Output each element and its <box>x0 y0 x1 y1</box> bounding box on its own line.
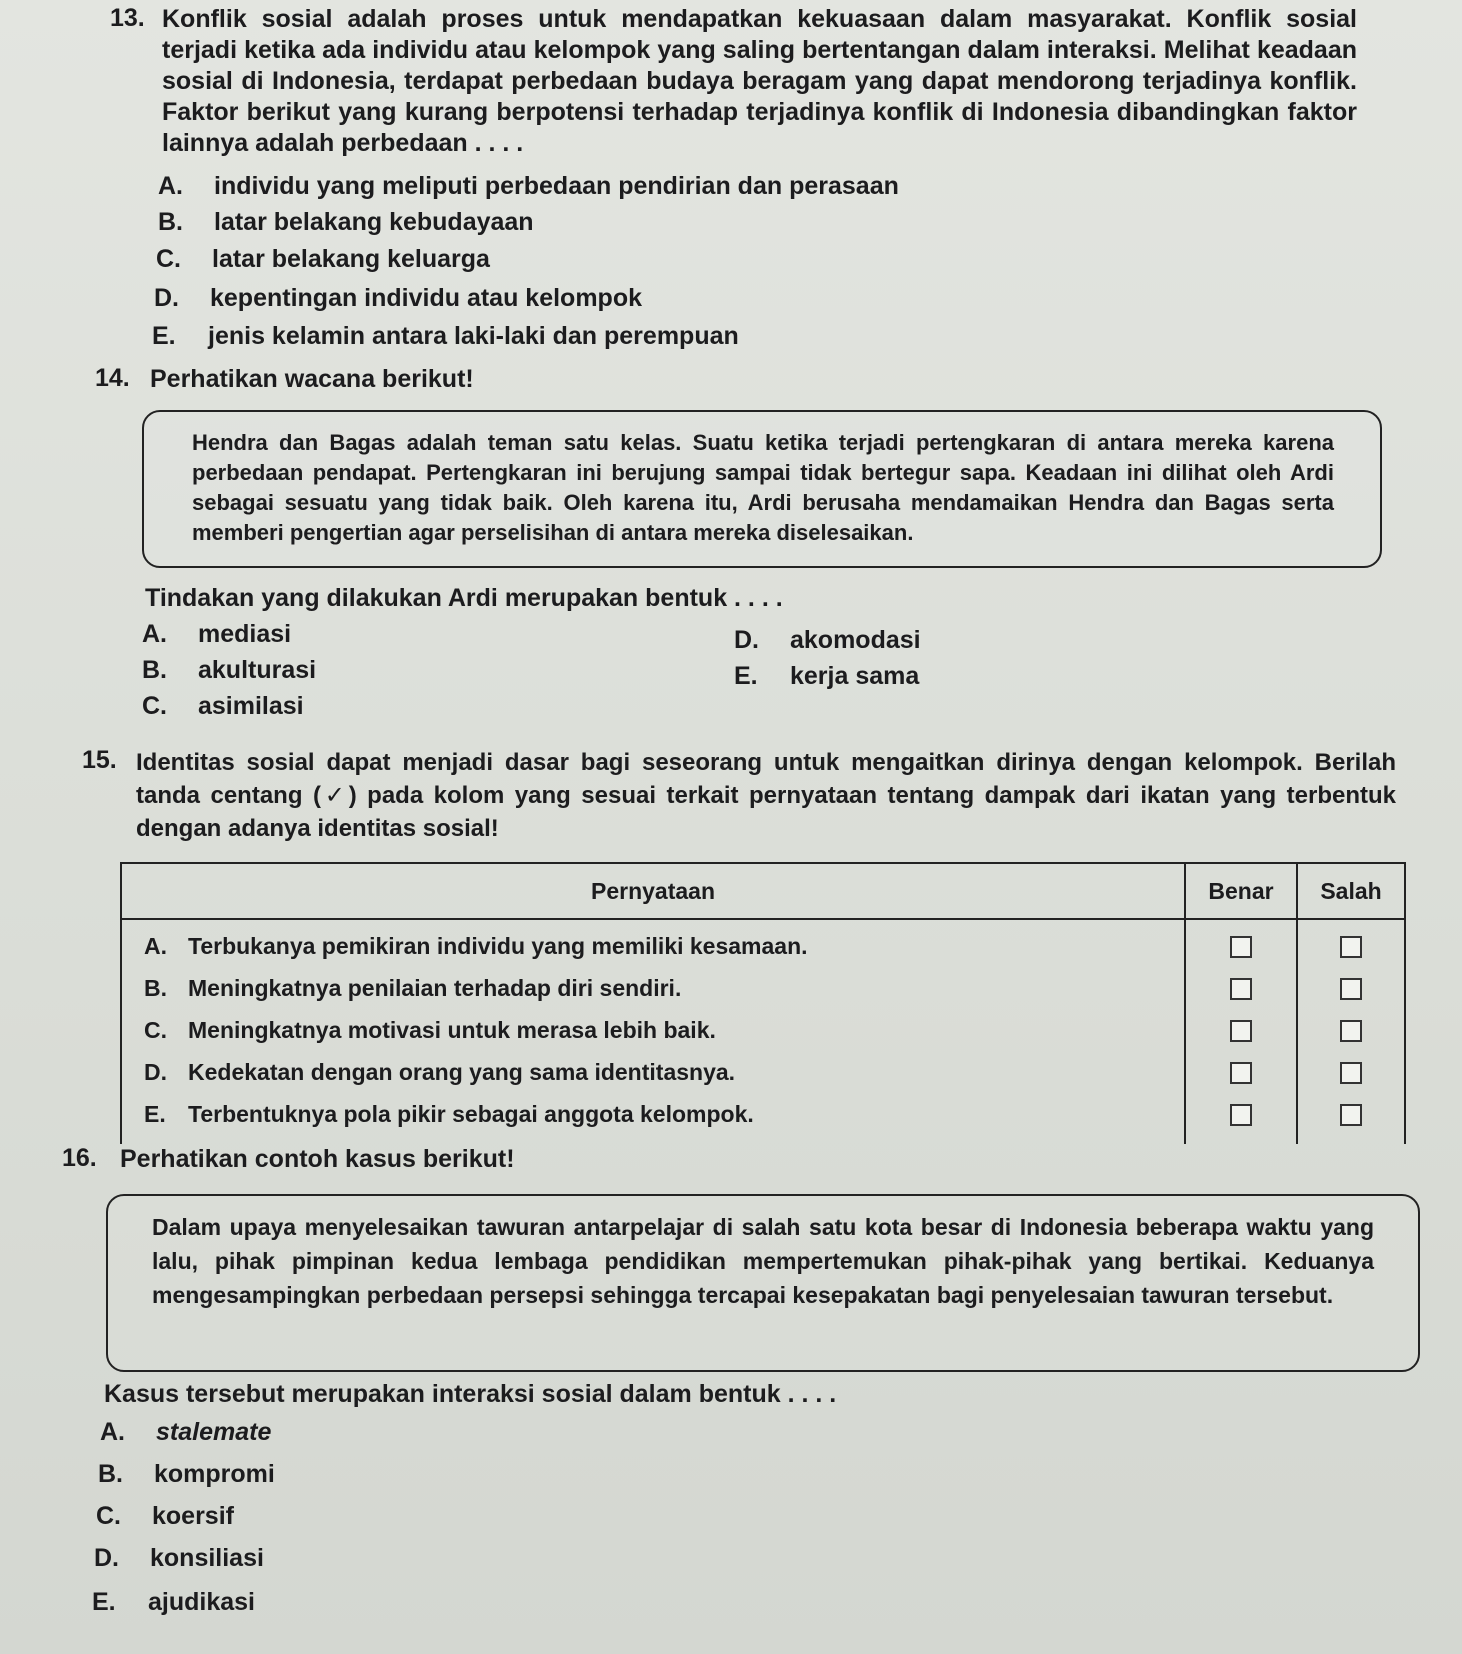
table-row: A. Terbukanya pemikiran individu yang memiliki kesamaan. <box>121 919 1405 967</box>
checkbox-true[interactable] <box>1230 936 1252 958</box>
option-d[interactable]: D. konsiliasi <box>94 1544 264 1572</box>
question-number: 15. <box>82 746 117 774</box>
passage-text: Hendra dan Bagas adalah teman satu kelas. Suatu ketika terjadi pertengkaran di antara mereka karena perbedaan pendapat. Pertengkaran ini berujung sampai tidak bertegur sapa. Keadaan ini dilihat oleh Ardi sebagai sesuatu yang tidak baik. Oleh karena itu, Ardi berusaha mendamaikan Hendra dan Bagas serta memberi pengertian agar perselisihan di antara mereka diselesaikan. <box>192 430 1334 545</box>
table-row: D. Kedekatan dengan orang yang sama identitasnya. <box>121 1051 1405 1093</box>
option-b[interactable]: B. latar belakang kebudayaan <box>158 208 534 236</box>
option-a[interactable]: A. individu yang meliputi perbedaan pendirian dan perasaan <box>158 172 899 200</box>
table-row: E. Terbentuknya pola pikir sebagai anggota kelompok. <box>121 1093 1405 1144</box>
option-d[interactable]: D. kepentingan individu atau kelompok <box>154 284 643 312</box>
question-stem: Kasus tersebut merupakan interaksi sosial dalam bentuk . . . . <box>104 1380 837 1408</box>
table-row: C. Meningkatnya motivasi untuk merasa lebih baik. <box>121 1009 1405 1051</box>
passage-box <box>142 410 1382 568</box>
checkbox-true[interactable] <box>1230 978 1252 1000</box>
checkbox-false[interactable] <box>1340 1104 1362 1126</box>
checkbox-true[interactable] <box>1230 1020 1252 1042</box>
checkbox-false[interactable] <box>1340 1062 1362 1084</box>
question-prompt: Perhatikan wacana berikut! <box>150 365 474 393</box>
question-number: 14. <box>95 364 130 392</box>
option-a[interactable]: A. mediasi <box>142 620 292 648</box>
checkbox-false[interactable] <box>1340 936 1362 958</box>
option-a[interactable]: A. stalemate <box>100 1418 272 1446</box>
option-e[interactable]: E. jenis kelamin antara laki-laki dan perempuan <box>152 322 739 350</box>
option-d[interactable]: D. akomodasi <box>734 626 921 654</box>
checkbox-false[interactable] <box>1340 1020 1362 1042</box>
option-c[interactable]: C. asimilasi <box>142 692 304 720</box>
statement-table <box>120 862 1406 1144</box>
passage-text: Dalam upaya menyelesaikan tawuran antarpelajar di salah satu kota besar di Indonesia beberapa waktu yang lalu, pihak pimpinan kedua lembaga pendidikan mempertemukan pihak-pihak yang bertikai. Keduanya mengesampingkan perbedaan persepsi sehingga tercapai kesepakatan bagi penyelesaian tawuran tersebut. <box>152 1214 1374 1308</box>
header-true: Benar <box>1185 863 1297 919</box>
header-false: Salah <box>1297 863 1405 919</box>
option-b[interactable]: B. akulturasi <box>142 656 317 684</box>
header-statement: Pernyataan <box>121 863 1185 919</box>
checkbox-true[interactable] <box>1230 1062 1252 1084</box>
passage-box <box>106 1194 1420 1372</box>
option-c[interactable]: C. latar belakang keluarga <box>156 245 490 273</box>
option-e[interactable]: E. kerja sama <box>734 662 920 690</box>
checkbox-false[interactable] <box>1340 978 1362 1000</box>
option-c[interactable]: C. koersif <box>96 1502 234 1530</box>
checkbox-true[interactable] <box>1230 1104 1252 1126</box>
question-prompt: Perhatikan contoh kasus berikut! <box>120 1145 515 1173</box>
question-text: Identitas sosial dapat menjadi dasar bagi seseorang untuk mengaitkan dirinya dengan kelompok. Berilah tanda centang (✓) pada kolom yang sesuai terkait pernyataan tentang dampak dari ikatan yang terbentuk dengan adanya identitas sosial! <box>136 749 1396 842</box>
question-stem: Tindakan yang dilakukan Ardi merupakan bentuk . . . . <box>145 584 783 612</box>
option-e[interactable]: E. ajudikasi <box>92 1588 255 1616</box>
option-b[interactable]: B. kompromi <box>98 1460 275 1488</box>
question-text: Konflik sosial adalah proses untuk mendapatkan kekuasaan dalam masyarakat. Konflik sosial terjadi ketika ada individu atau kelompok yang saling bertentangan dalam interaksi. Melihat keadaan sosial di Indonesia, terdapat perbedaan budaya beragam yang dapat mendorong terjadinya konflik. Faktor berikut yang kurang berpotensi terhadap terjadinya konflik di Indonesia dibandingkan faktor lainnya adalah perbedaan . . . . <box>162 5 1357 157</box>
table-row: B. Meningkatnya penilaian terhadap diri sendiri. <box>121 967 1405 1009</box>
question-number: 16. <box>62 1144 97 1172</box>
question-number: 13. <box>110 4 145 32</box>
